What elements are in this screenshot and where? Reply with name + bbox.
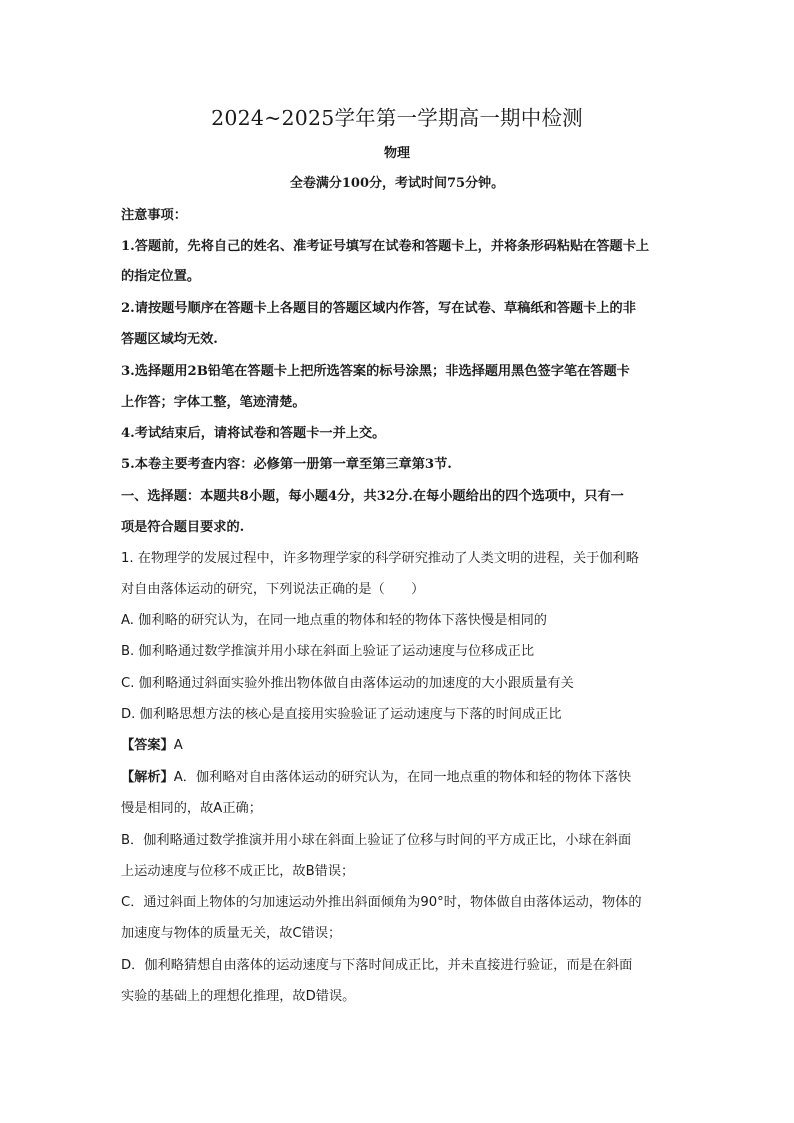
answer-line: [121, 736, 183, 756]
exam-info: 全卷满分100分，考试时间75分钟。: [289, 176, 505, 191]
question-stem: 1. 在物理学的发展过程中，许多物理学家的科学研究推动了人类文明的进程，关于伽利略: [121, 551, 639, 566]
note-line: 5.本卷主要考查内容：必修第一册第一章至第三章第3节.: [121, 457, 452, 472]
option-d: D. 伽利略思想方法的核心是直接用实验验证了运动速度与下落的时间成正比: [121, 707, 562, 722]
notes-heading: 注意事项：: [121, 208, 187, 223]
analysis-line: 加速度与物体的质量无关，故C错误；: [121, 926, 342, 941]
analysis-line: 实验的基础上的理想化推理，故D错误。: [121, 989, 356, 1004]
note-line: 2.请按题号顺序在答题卡上各题目的答题区域内作答，写在试卷、草稿纸和答题卡上的非: [121, 301, 636, 316]
analysis-line: 上运动速度与位移不成正比，故B错误；: [121, 864, 355, 879]
subject-heading: 物理: [383, 146, 410, 161]
note-line: 上作答；字体工整，笔迹清楚。: [121, 395, 306, 410]
answer-label: 【答案】: [121, 738, 174, 753]
analysis-line: 慢是相同的，故A正确；: [121, 801, 262, 816]
option-b: B. 伽利略通过数学推演并用小球在斜面上验证了运动速度与位移成正比: [121, 644, 535, 659]
analysis-line: [121, 768, 631, 788]
answer-value: A: [173, 738, 183, 753]
analysis-line: B．伽利略通过数学推演并用小球在斜面上验证了位移与时间的平方成正比，小球在斜面: [121, 833, 632, 848]
note-line: 3.选择题用2B铅笔在答题卡上把所选答案的标号涂黑；非选择题用黑色签字笔在答题卡: [121, 364, 630, 379]
analysis-line: C．通过斜面上物体的匀加速运动外推出斜面倾角为90°时，物体做自由落体运动，物体的: [121, 895, 642, 910]
note-line: 的指定位置。: [121, 269, 201, 284]
question-stem: 对自由落体运动的研究，下列说法正确的是（ ）: [121, 582, 425, 597]
option-a: A. 伽利略的研究认为，在同一地点重的物体和轻的物体下落快慢是相同的: [121, 613, 547, 628]
section-heading: 一、选择题：本题共8小题，每小题4分，共32分.在每小题给出的四个选项中，只有一: [121, 489, 624, 504]
analysis-text: A．伽利略对自由落体运动的研究认为，在同一地点重的物体和轻的物体下落快: [173, 770, 632, 785]
note-line: 答题区域均无效.: [121, 332, 218, 347]
analysis-label: 【解析】: [121, 770, 174, 785]
option-c: C. 伽利略通过斜面实验外推出物体做自由落体运动的加速度的大小跟质量有关: [121, 676, 574, 691]
exam-title: 2024~2025学年第一学期高一期中检测: [211, 106, 583, 130]
note-line: 4.考试结束后，请将试卷和答题卡一并上交。: [121, 426, 386, 441]
note-line: 1.答题前，先将自己的姓名、准考证号填写在试卷和答题卡上，并将条形码粘贴在答题卡上: [121, 239, 650, 254]
analysis-line: D．伽利略猜想自由落体的运动速度与下落时间成正比，并未直接进行验证，而是在斜面: [121, 958, 633, 973]
section-heading: 项是符合题目要求的.: [121, 520, 245, 535]
